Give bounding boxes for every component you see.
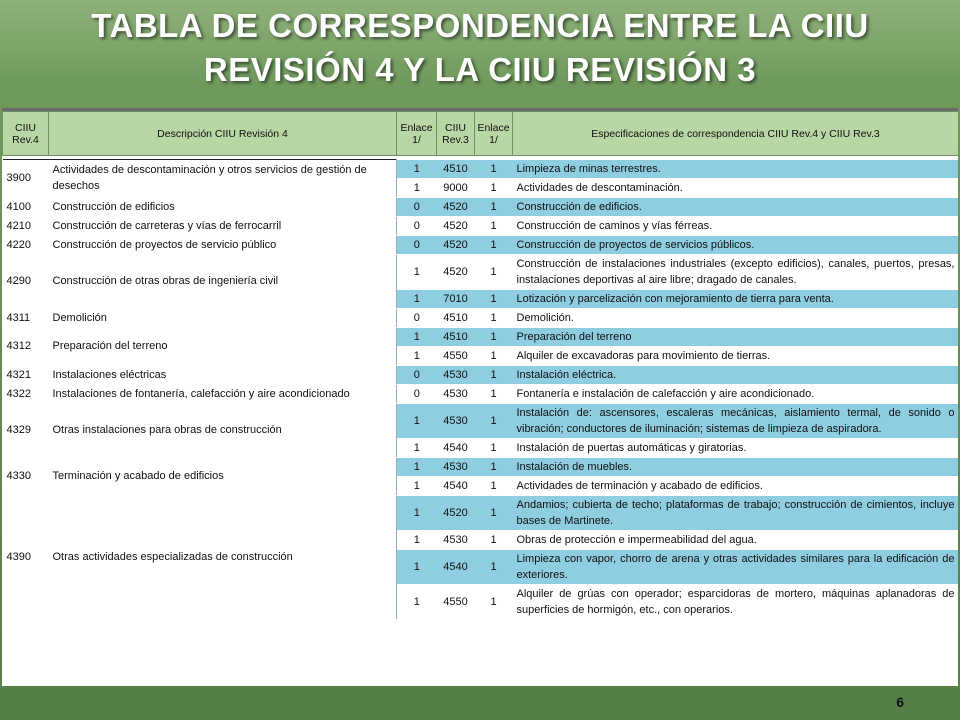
enlace-1: 1 <box>397 178 437 197</box>
enlace-2: 1 <box>475 289 513 308</box>
ciiu-rev4-description: Instalaciones de fontanería, calefacción y aire acondicionado <box>49 384 397 403</box>
ciiu-rev4-code: 4322 <box>3 384 49 403</box>
correspondence-spec: Obras de protección e impermeabilidad del agua. <box>513 530 959 549</box>
title-line-2: REVISIÓN 4 Y LA CIIU REVISIÓN 3 <box>203 51 757 88</box>
ciiu-rev4-description: Preparación del terreno <box>49 327 397 365</box>
table-row <box>3 216 959 235</box>
ciiu-rev4-description: Construcción de proyectos de servicio público <box>49 235 397 254</box>
ciiu-rev4-description: Instalaciones eléctricas <box>49 365 397 384</box>
enlace-1: 1 <box>397 289 437 308</box>
enlace-1: 1 <box>397 254 437 289</box>
ciiu-rev4-description: Actividades de descontaminación y otros servicios de gestión de desechos <box>49 160 397 198</box>
page-number: 6 <box>896 694 904 710</box>
enlace-2: 1 <box>475 365 513 384</box>
enlace-1: 1 <box>397 530 437 549</box>
table-body <box>3 160 959 620</box>
ciiu-rev4-code: 4290 <box>3 254 49 308</box>
correspondence-spec: Lotización y parcelización con mejoramiento de tierra para venta. <box>513 289 959 308</box>
enlace-1: 0 <box>397 216 437 235</box>
correspondence-table <box>2 111 958 620</box>
ciiu-rev4-code: 4312 <box>3 327 49 365</box>
enlace-2: 1 <box>475 457 513 476</box>
ciiu-rev3-code: 4530 <box>437 365 475 384</box>
enlace-1: 1 <box>397 476 437 495</box>
enlace-1: 1 <box>397 438 437 457</box>
ciiu-rev3-code: 4520 <box>437 216 475 235</box>
header-enlace-1: Enlace 1/ <box>397 112 437 156</box>
header-descripcion: Descripción CIIU Revisión 4 <box>49 112 397 156</box>
ciiu-rev4-description: Construcción de otras obras de ingeniería civil <box>49 254 397 308</box>
table-row <box>3 403 959 438</box>
enlace-2: 1 <box>475 438 513 457</box>
enlace-1: 1 <box>397 160 437 179</box>
correspondence-spec: Andamios; cubierta de techo; plataformas de trabajo; construcción de cimientos, incluye bases de Martinete. <box>513 495 959 530</box>
enlace-1: 1 <box>397 327 437 346</box>
ciiu-rev3-code: 4550 <box>437 346 475 365</box>
enlace-2: 1 <box>475 254 513 289</box>
correspondence-spec: Construcción de caminos y vías férreas. <box>513 216 959 235</box>
enlace-1: 0 <box>397 197 437 216</box>
ciiu-rev3-code: 9000 <box>437 178 475 197</box>
ciiu-rev4-description: Otras actividades especializadas de construcción <box>49 495 397 619</box>
header-ciiu-rev4: CIIU Rev.4 <box>3 112 49 156</box>
table-row <box>3 308 959 327</box>
ciiu-rev3-code: 4520 <box>437 235 475 254</box>
enlace-1: 0 <box>397 384 437 403</box>
correspondence-spec: Alquiler de excavadoras para movimiento de tierras. <box>513 346 959 365</box>
ciiu-rev4-description: Terminación y acabado de edificios <box>49 457 397 495</box>
slide-title <box>0 4 960 104</box>
ciiu-rev3-code: 4520 <box>437 197 475 216</box>
table-row <box>3 457 959 476</box>
table-row <box>3 254 959 289</box>
ciiu-rev3-code: 4550 <box>437 584 475 619</box>
table-row <box>3 235 959 254</box>
ciiu-rev4-code: 3900 <box>3 160 49 198</box>
title-line-1: TABLA DE CORRESPONDENCIA ENTRE LA CIIU <box>91 7 869 44</box>
correspondence-spec: Limpieza con vapor, chorro de arena y otras actividades similares para la edificación de exteriores. <box>513 549 959 584</box>
enlace-1: 1 <box>397 495 437 530</box>
ciiu-rev4-code: 4210 <box>3 216 49 235</box>
header-enlace-2: Enlace 1/ <box>475 112 513 156</box>
correspondence-spec: Construcción de proyectos de servicios públicos. <box>513 235 959 254</box>
correspondence-spec: Actividades de terminación y acabado de edificios. <box>513 476 959 495</box>
enlace-1: 0 <box>397 308 437 327</box>
correspondence-spec: Preparación del terreno <box>513 327 959 346</box>
enlace-2: 1 <box>475 346 513 365</box>
ciiu-rev4-description: Demolición <box>49 308 397 327</box>
ciiu-rev4-code: 4311 <box>3 308 49 327</box>
correspondence-spec: Demolición. <box>513 308 959 327</box>
ciiu-rev3-code: 4530 <box>437 530 475 549</box>
correspondence-spec: Alquiler de grúas con operador; esparcidoras de mortero, máquinas aplanadoras de superficies de hormigón, etc., con operarios. <box>513 584 959 619</box>
enlace-2: 1 <box>475 160 513 179</box>
ciiu-rev3-code: 4510 <box>437 308 475 327</box>
table-header-row <box>3 112 959 156</box>
ciiu-rev4-code: 4220 <box>3 235 49 254</box>
enlace-2: 1 <box>475 327 513 346</box>
ciiu-rev3-code: 4530 <box>437 403 475 438</box>
enlace-2: 1 <box>475 197 513 216</box>
table-row <box>3 327 959 346</box>
enlace-1: 1 <box>397 403 437 438</box>
enlace-2: 1 <box>475 216 513 235</box>
correspondence-spec: Limpieza de minas terrestres. <box>513 160 959 179</box>
enlace-2: 1 <box>475 308 513 327</box>
enlace-2: 1 <box>475 530 513 549</box>
correspondence-spec: Instalación eléctrica. <box>513 365 959 384</box>
correspondence-spec: Construcción de instalaciones industriales (excepto edificios), canales, puertos, presas, instalaciones deportivas al aire libre; dragado de canales. <box>513 254 959 289</box>
table-row <box>3 160 959 179</box>
correspondence-spec: Instalación de: ascensores, escaleras mecánicas, aislamiento termal, de sonido o vibración; conductores de iluminación; sistemas de limpieza de aspiradora. <box>513 403 959 438</box>
correspondence-spec: Instalación de puertas automáticas y giratorias. <box>513 438 959 457</box>
enlace-1: 1 <box>397 457 437 476</box>
ciiu-rev4-code: 4329 <box>3 403 49 457</box>
enlace-2: 1 <box>475 403 513 438</box>
enlace-1: 0 <box>397 365 437 384</box>
correspondence-table-container <box>2 108 958 686</box>
table-row <box>3 365 959 384</box>
enlace-2: 1 <box>475 476 513 495</box>
ciiu-rev4-description: Otras instalaciones para obras de construcción <box>49 403 397 457</box>
enlace-1: 1 <box>397 549 437 584</box>
enlace-2: 1 <box>475 384 513 403</box>
ciiu-rev3-code: 4540 <box>437 438 475 457</box>
ciiu-rev4-code: 4390 <box>3 495 49 619</box>
enlace-2: 1 <box>475 495 513 530</box>
ciiu-rev4-description: Construcción de edificios <box>49 197 397 216</box>
ciiu-rev4-code: 4100 <box>3 197 49 216</box>
correspondence-spec: Instalación de muebles. <box>513 457 959 476</box>
enlace-2: 1 <box>475 235 513 254</box>
ciiu-rev3-code: 4540 <box>437 476 475 495</box>
header-ciiu-rev3: CIIU Rev.3 <box>437 112 475 156</box>
ciiu-rev4-description: Construcción de carreteras y vías de ferrocarril <box>49 216 397 235</box>
ciiu-rev3-code: 4520 <box>437 254 475 289</box>
correspondence-spec: Actividades de descontaminación. <box>513 178 959 197</box>
ciiu-rev3-code: 4510 <box>437 327 475 346</box>
correspondence-spec: Construcción de edificios. <box>513 197 959 216</box>
enlace-2: 1 <box>475 178 513 197</box>
table-row <box>3 384 959 403</box>
header-especificaciones: Especificaciones de correspondencia CIIU Rev.4 y CIIU Rev.3 <box>513 112 959 156</box>
ciiu-rev4-code: 4330 <box>3 457 49 495</box>
enlace-2: 1 <box>475 584 513 619</box>
ciiu-rev3-code: 4530 <box>437 457 475 476</box>
table-row <box>3 197 959 216</box>
enlace-2: 1 <box>475 549 513 584</box>
enlace-1: 1 <box>397 346 437 365</box>
ciiu-rev3-code: 4510 <box>437 160 475 179</box>
ciiu-rev3-code: 4540 <box>437 549 475 584</box>
ciiu-rev3-code: 4520 <box>437 495 475 530</box>
table-row <box>3 495 959 530</box>
ciiu-rev4-code: 4321 <box>3 365 49 384</box>
correspondence-spec: Fontanería e instalación de calefacción y aire acondicionado. <box>513 384 959 403</box>
ciiu-rev3-code: 4530 <box>437 384 475 403</box>
ciiu-rev3-code: 7010 <box>437 289 475 308</box>
enlace-1: 1 <box>397 584 437 619</box>
enlace-1: 0 <box>397 235 437 254</box>
